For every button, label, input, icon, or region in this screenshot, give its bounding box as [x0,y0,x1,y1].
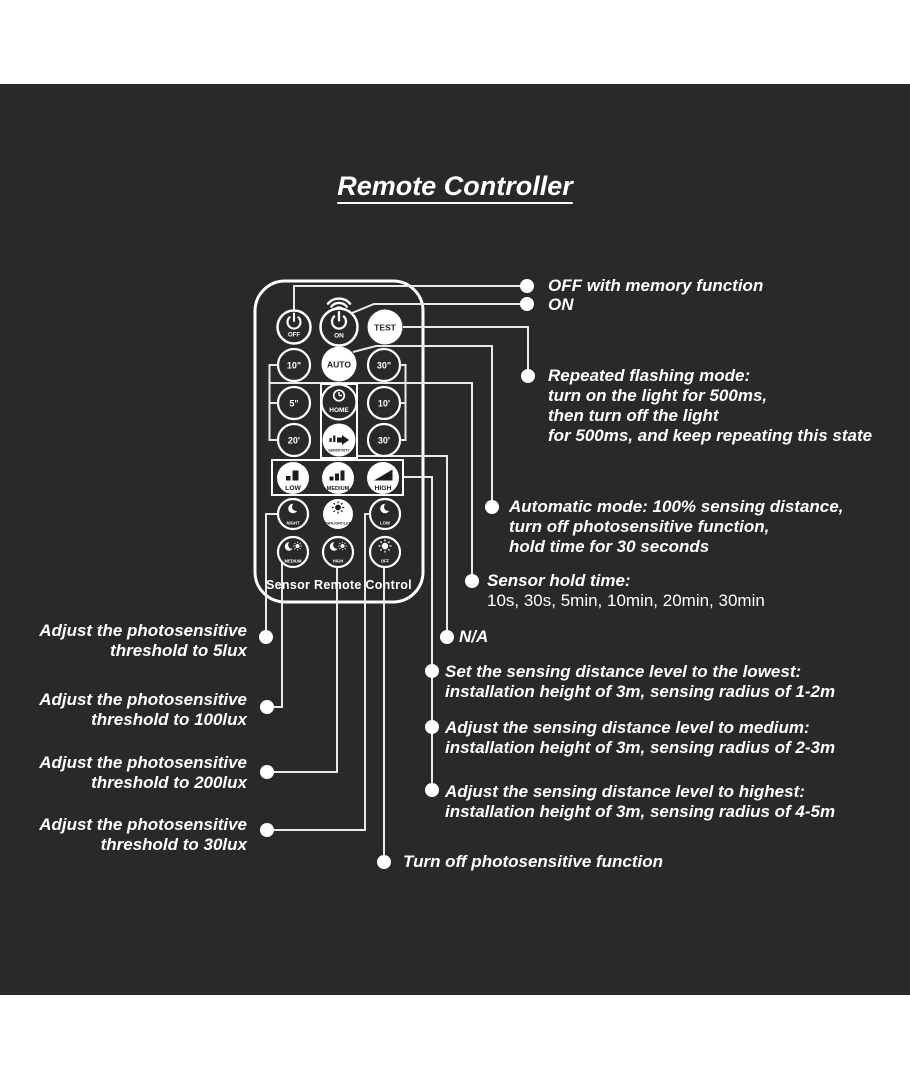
annotation-lux5 [39,621,247,661]
button-10s-label: 10" [286,360,302,371]
sun-icon [332,501,344,513]
annotation-line: installation height of 3m, sensing radius of 4-5m [445,802,836,821]
page-title: Remote Controller [337,171,573,201]
annotation-line: Adjust the sensing distance level to highest: [445,782,805,801]
annotation-line: threshold to 30lux [100,835,247,854]
annotation-line: for 500ms, and keep repeating this state [548,426,873,445]
bullet-flashing [521,369,535,383]
button-distance-low-label: LOW [285,485,301,492]
annotation-hold-time [487,571,765,611]
button-home-label: HOME [329,407,349,414]
annotation-auto-mode [509,497,843,557]
annotation-line: Adjust the photosensitive [39,815,247,834]
bullet-distance-highest [425,783,439,797]
button-off-label: OFF [288,332,300,339]
button-30s [368,349,400,381]
annotation-line: hold time for 30 seconds [509,537,710,556]
annotation-line: installation height of 3m, sensing radius of 2-3m [445,738,836,757]
button-distance-medium [322,462,354,494]
bullet-distance-medium [425,720,439,734]
annotation-line: then turn off the light [548,406,719,425]
button-photo-low-label: LOW [380,520,390,526]
button-photo-high-label: HIGH [332,558,344,564]
annotation-distance-lowest [445,662,835,702]
bullet-off [520,279,534,293]
button-photo-night-label: NIGHT [286,520,300,526]
button-test [368,310,403,345]
annotation-line: Adjust the photosensitive [39,690,247,709]
button-5s [278,387,310,419]
button-test-label: TEST [374,322,396,333]
button-photo-night [278,499,308,529]
button-30s-label: 30" [376,360,392,371]
bullet-auto [485,500,499,514]
bullet-lux100 [260,700,274,714]
button-photo-off [370,537,400,567]
annotation-distance-highest [445,782,835,822]
button-sensitivity [323,424,356,457]
annotation-line: 10s, 30s, 5min, 10min, 20min, 30min [487,591,765,610]
annotation-line: Adjust the photosensitive [39,753,247,772]
button-photo-medium [278,537,308,567]
annotation-flashing [548,366,872,446]
button-20m-label: 20' [287,435,301,446]
bullet-photo-off [377,855,391,869]
annotation-photo-off: Turn off photosensitive function [403,852,664,871]
button-photo-low [370,499,400,529]
bullet-hold-time [465,574,479,588]
annotation-line: Adjust the photosensitive [39,621,247,640]
bullet-distance-lowest [425,664,439,678]
annotation-line: turn off photosensitive function, [509,517,770,536]
button-photo-medium-label: MEDIUM [284,558,302,564]
annotation-line: Sensor hold time: [487,571,631,590]
button-20m [278,424,310,456]
annotation-na: N/A [459,627,489,646]
annotation-line: turn on the light for 500ms, [548,386,768,405]
button-photo-off-label: OFF [380,558,390,564]
button-10m-label: 10' [377,398,391,409]
annotation-line: installation height of 3m, sensing radius of 1-2m [445,682,836,701]
button-on-label: ON [334,332,344,340]
annotation-line: Adjust the sensing distance level to medium: [445,718,810,737]
button-auto [322,347,357,382]
button-auto-label: AUTO [327,359,351,370]
button-30m-label: 30' [377,435,391,446]
button-photo-high [323,537,353,567]
annotation-line: threshold to 100lux [91,710,247,729]
button-distance-low [277,462,309,494]
annotation-line: threshold to 200lux [91,773,247,792]
bullet-na [440,630,454,644]
button-distance-medium-label: MEDIUM [326,486,350,492]
remote-footer-label: Sensor Remote Control [266,578,412,592]
annotation-line: Set the sensing distance level to the lowest: [445,662,802,681]
annotation-line: Automatic mode: 100% sensing distance, [509,497,844,516]
button-10s [278,349,310,381]
button-photo-daylight [323,499,353,529]
annotation-off-memory: OFF with memory function [548,276,764,295]
bullet-lux200 [260,765,274,779]
button-30m [368,424,400,456]
bullet-on [520,297,534,311]
bullet-lux30 [260,823,274,837]
button-5s-label: 5" [289,398,299,409]
button-distance-high-label: HIGH [374,485,392,492]
annotation-lux30 [39,815,247,855]
annotation-lux100 [39,690,247,730]
button-distance-high [367,462,399,494]
annotation-lux200 [39,753,247,793]
button-off [278,311,311,344]
annotation-distance-medium [445,718,835,758]
bullet-lux5 [259,630,273,644]
annotation-line: Repeated flashing mode: [548,366,751,385]
annotation-on: ON [548,295,574,314]
button-sensitivity-label: SENSITIVITY [328,448,350,453]
button-home [322,385,357,420]
annotation-line: threshold to 5lux [110,641,247,660]
button-on [321,309,358,346]
button-photo-daylight-label: DAYLIGHT/LUX [325,521,351,526]
button-10m [368,387,400,419]
